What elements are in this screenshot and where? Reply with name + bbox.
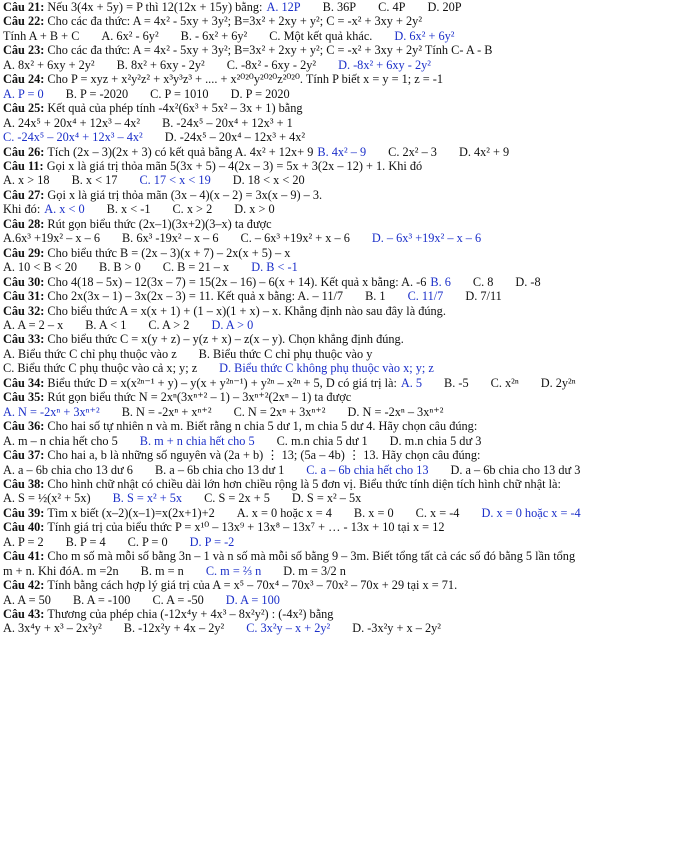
- question-text: Cho hai a, b là những số nguyên và (2a + b) ⋮ 13; (5a – 4b) ⋮ 13. Hãy chọn câu đúng:: [47, 448, 481, 463]
- answer-option: C. P = 0: [127, 534, 168, 549]
- answer-option: B. -12x²y + 4x – 2y²: [123, 621, 225, 636]
- question-number: Câu 28:: [3, 216, 48, 231]
- question-line: [0, 491, 677, 505]
- answer-option: B. A < 1: [85, 317, 127, 332]
- question-text: Tính A + B + C: [3, 28, 80, 43]
- correct-answer: D. Biểu thức C không phụ thuộc vào x; y; z: [219, 361, 434, 376]
- answer-option: C. – 6x³ +19x² + x – 6: [240, 231, 350, 246]
- answer-option: C. x²ⁿ: [490, 375, 519, 390]
- correct-answer: D. B < -1: [251, 260, 298, 275]
- question-line: [0, 101, 677, 115]
- question-line: [0, 520, 677, 534]
- correct-answer: C. 3x²y – x + 2y²: [246, 621, 331, 636]
- correct-answer: B. S = x² + 5x: [112, 491, 183, 506]
- question-text: Thương của phép chia (-12x⁴y + 4x³ – 8x²y²) : (-4x²) bằng: [47, 607, 334, 622]
- question-line: [0, 289, 677, 303]
- correct-answer: B. 4x² – 9: [317, 144, 367, 159]
- question-line: [0, 361, 677, 375]
- answer-option: C. Biểu thức C phụ thuộc vào cả x; y; z: [3, 361, 198, 376]
- question-line: [0, 332, 677, 346]
- correct-answer: B. 6: [430, 274, 451, 289]
- answer-option: D. m = 3/2 n: [283, 563, 346, 578]
- question-line: [0, 347, 677, 361]
- question-line: [0, 260, 677, 274]
- question-line: [0, 0, 677, 14]
- question-text: Kết quả của phép tính -4x²(6x³ + 5x² – 3x + 1) bằng: [47, 101, 303, 116]
- answer-option: D. 7/11: [465, 289, 502, 304]
- question-text: Cho hình chữ nhật có chiều dài lớn hơn chiều rộng là 5 đơn vị. Biểu thức tính diện tích hình chữ nhật là:: [47, 476, 561, 491]
- question-text: Tìm x biết (x–2)(x–1)=x(2x+1)+2: [47, 505, 215, 520]
- question-line: [0, 246, 677, 260]
- question-line: [0, 304, 677, 318]
- question-number: Câu 39:: [3, 505, 48, 520]
- correct-answer: A. x < 0: [44, 202, 85, 217]
- question-number: Câu 43:: [3, 607, 48, 622]
- correct-answer: A. P = 0: [3, 86, 44, 101]
- question-line: [0, 448, 677, 462]
- correct-answer: A. 12P: [266, 0, 301, 14]
- answer-option: B. 8x² + 6xy - 2y²: [116, 57, 205, 72]
- question-text: Gọi x là giá trị thỏa mãn (3x – 4)(x – 2) = 3x(x – 9) – 3.: [47, 187, 323, 202]
- question-text: Cho biểu thức A = x(x + 1) + (1 – x)(1 + x) – x. Khẳng định nào sau đây là đúng.: [47, 303, 446, 318]
- answer-option: C. A > 2: [148, 317, 190, 332]
- correct-answer: D. – 6x³ +19x² – x – 6: [371, 231, 482, 246]
- question-number: Câu 24:: [3, 72, 48, 87]
- answer-option: D. P = 2020: [230, 86, 290, 101]
- question-text: Tích (2x – 3)(2x + 3) có kết quả bằng A. 4x² + 12x+ 9: [47, 144, 314, 159]
- correct-answer: D. P = -2: [189, 534, 235, 549]
- answer-option: C. B = 21 – x: [162, 260, 230, 275]
- answer-option: B. B > 0: [99, 260, 141, 275]
- question-number: Câu 23:: [3, 43, 48, 58]
- question-text: Tính bằng cách hợp lý giá trị của A = x⁵ – 70x⁴ – 70x³ – 70x² – 70x + 29 tại x = 71.: [47, 578, 458, 593]
- question-line: [0, 159, 677, 173]
- question-line: [0, 376, 677, 390]
- answer-option: A. x = 0 hoặc x = 4: [236, 505, 332, 520]
- answer-option: C. 4P: [378, 0, 406, 14]
- answer-option: A. Biểu thức C chỉ phụ thuộc vào z: [3, 346, 177, 361]
- question-line: [0, 463, 677, 477]
- answer-option: C. -8x² - 6xy - 2y²: [226, 57, 317, 72]
- question-line: [0, 607, 677, 621]
- question-number: Câu 35:: [3, 390, 48, 405]
- question-text: Cho hai số tự nhiên n và m. Biết rằng n chia 5 dư 1, m chia 5 dư 4. Hãy chọn câu đúng:: [47, 419, 478, 434]
- question-text: Nếu 3(4x + 5y) = P thì 12(12x + 15y) bằng:: [47, 0, 263, 14]
- answer-option: B. Biểu thức C chỉ phụ thuộc vào y: [198, 346, 373, 361]
- answer-option: B. m = n: [140, 563, 184, 578]
- question-line: [0, 275, 677, 289]
- question-number: Câu 40:: [3, 520, 48, 535]
- correct-answer: C. 11/7: [407, 289, 444, 304]
- answer-option: D. -8: [515, 274, 541, 289]
- question-line: [0, 578, 677, 592]
- question-number: Câu 25:: [3, 101, 48, 116]
- question-line: [0, 564, 677, 578]
- question-line: [0, 621, 677, 635]
- question-line: [0, 405, 677, 419]
- question-text: Cho m số mà mỗi số bằng 3n – 1 và n số mà mỗi số bằng 9 – 3m. Biết tổng tất cả các số đó bằng 5 lần tổng: [47, 549, 576, 564]
- answer-option: B. 36P: [322, 0, 357, 14]
- question-number: Câu 22:: [3, 14, 48, 29]
- answer-option: B. - 6x² + 6y²: [180, 28, 248, 43]
- answer-option: C. x = -4: [415, 505, 460, 520]
- answer-option: A. x > 18: [3, 173, 50, 188]
- correct-answer: A. 5: [400, 375, 423, 390]
- answer-option: B. N = -2xⁿ + xⁿ⁺²: [121, 404, 212, 419]
- answer-option: B. a – 6b chia cho 13 dư 1: [154, 462, 285, 477]
- answer-option: C. x > 2: [172, 202, 213, 217]
- question-number: Câu 36:: [3, 419, 48, 434]
- question-text: Rút gọn biểu thức N = 2xⁿ(3xⁿ⁺² – 1) – 3xⁿ⁺²(2xⁿ – 1) ta được: [47, 390, 352, 405]
- question-line: [0, 116, 677, 130]
- question-line: [0, 419, 677, 433]
- question-number: Câu 30:: [3, 274, 48, 289]
- correct-answer: C. 17 < x < 19: [139, 173, 211, 188]
- question-line: [0, 390, 677, 404]
- answer-option: A. 8x² + 6xy + 2y²: [3, 57, 95, 72]
- question-line: [0, 87, 677, 101]
- correct-answer: A. N = -2xⁿ + 3xⁿ⁺²: [3, 404, 100, 419]
- question-number: Câu 21:: [3, 0, 48, 14]
- question-line: [0, 535, 677, 549]
- answer-option: D. 20P: [427, 0, 462, 14]
- correct-answer: D. x = 0 hoặc x = -4: [481, 505, 581, 520]
- question-number: Câu 41:: [3, 549, 48, 564]
- question-number: Câu 27:: [3, 187, 48, 202]
- question-text: Rút gọn biểu thức (2x–1)(3x+2)(3–x) ta được: [47, 216, 272, 231]
- question-text: Cho biểu thức B = (2x – 3)(x + 7) – 2x(x + 5) – x: [47, 245, 291, 260]
- correct-answer: D. 6x² + 6y²: [394, 28, 455, 43]
- answer-option: C. A = -50: [152, 592, 204, 607]
- question-number: Câu 29:: [3, 245, 48, 260]
- answer-option: D. -3x²y + x – 2y²: [352, 621, 441, 636]
- question-line: [0, 58, 677, 72]
- question-number: Câu 26:: [3, 144, 48, 159]
- answer-option: A. a – 6b chia cho 13 dư 6: [3, 462, 133, 477]
- question-line: [0, 173, 677, 187]
- answer-option: B. 1: [365, 289, 386, 304]
- question-text: Cho 2x(3x – 1) – 3x(2x – 3) = 11. Kết quả x bằng: A. – 11/7: [47, 289, 344, 304]
- answer-option: A. 10 < B < 20: [3, 260, 77, 275]
- answer-option: C. P = 1010: [150, 86, 209, 101]
- answer-option: A. 6x² - 6y²: [101, 28, 159, 43]
- question-line: [0, 29, 677, 43]
- answer-option: C. 2x² – 3: [388, 144, 437, 159]
- question-text: Tính giá trị của biểu thức P = x¹⁰ – 13x⁹ + 13x⁸ – 13x⁷ + … - 13x + 10 tại x = 12: [47, 520, 445, 535]
- correct-answer: D. A = 100: [225, 592, 280, 607]
- question-line: [0, 202, 677, 216]
- question-text: Gọi x là giá trị thỏa mãn 5(3x + 5) – 4(2x – 3) = 5x + 3(2x – 12) + 1. Khi đó: [46, 158, 423, 173]
- question-number: Câu 42:: [3, 578, 48, 593]
- question-line: [0, 434, 677, 448]
- question-number: Câu 33:: [3, 332, 48, 347]
- question-text: m + n. Khi đóA. m =2n: [3, 563, 119, 578]
- answer-option: A. A = 50: [3, 592, 51, 607]
- question-text: Cho biểu thức C = x(y + z) – y(z + x) – z(x – y). Chọn khẳng định đúng.: [47, 332, 404, 347]
- correct-answer: C. m = ⅔ n: [205, 563, 262, 578]
- answer-option: C. m.n chia 5 dư 1: [276, 433, 368, 448]
- answer-option: B. 6x³ -19x² – x – 6: [121, 231, 219, 246]
- answer-option: D. m.n chia 5 dư 3: [389, 433, 482, 448]
- question-number: Câu 31:: [3, 289, 48, 304]
- answer-option: A. A = 2 – x: [3, 317, 64, 332]
- answer-option: B. -24x⁵ – 20x⁴ + 12x³ + 1: [162, 115, 293, 130]
- question-line: [0, 593, 677, 607]
- question-number: Câu 38:: [3, 476, 48, 491]
- question-line: [0, 14, 677, 28]
- question-line: [0, 506, 677, 520]
- question-text: Cho các đa thức: A = 4x² - 5xy + 3y²; B=3x² + 2xy + y²; C = -x² + 3xy + 2y² Tính C- A - B: [47, 43, 493, 58]
- answer-option: D. x > 0: [234, 202, 275, 217]
- question-number: Câu 37:: [3, 448, 48, 463]
- question-text: Cho P = xyz + x²y²z² + x³y³z³ + .... + x²⁰²⁰y²⁰²⁰z²⁰²⁰. Tính P biết x = y = 1; z = -1: [47, 72, 444, 87]
- answer-option: D. 18 < x < 20: [232, 173, 305, 188]
- answer-option: C. N = 2xⁿ + 3xⁿ⁺²: [233, 404, 326, 419]
- question-line: [0, 72, 677, 86]
- answer-option: B. A = -100: [72, 592, 131, 607]
- question-text: Cho 4(18 – 5x) – 12(3x – 7) = 15(2x – 16) – 6(x + 14). Kết quả x bằng: A. -6: [47, 274, 427, 289]
- question-line: [0, 318, 677, 332]
- answer-option: A. P = 2: [3, 534, 44, 549]
- answer-option: B. x < -1: [106, 202, 151, 217]
- question-text: Khi đó:: [3, 202, 41, 217]
- answer-option: B. P = -2020: [65, 86, 129, 101]
- correct-answer: D. A > 0: [211, 317, 254, 332]
- answer-option: B. x < 17: [71, 173, 118, 188]
- question-text: Cho các đa thức: A = 4x² - 5xy + 3y²; B=3x² + 2xy + y²; C = -x² + 3xy + 2y²: [47, 14, 423, 29]
- correct-answer: B. m + n chia hết cho 5: [139, 433, 255, 448]
- answer-option: D. N = -2xⁿ – 3xⁿ⁺²: [347, 404, 444, 419]
- correct-answer: C. -24x⁵ – 20x⁴ + 12x³ – 4x²: [3, 130, 143, 145]
- answer-option: B. -5: [444, 375, 469, 390]
- correct-answer: C. a – 6b chia hết cho 13: [306, 462, 429, 477]
- answer-option: A. 3x⁴y + x³ – 2x²y²: [3, 621, 102, 636]
- question-number: Câu 11:: [3, 158, 47, 173]
- answer-option: C. 8: [472, 274, 494, 289]
- question-text: Biểu thức D = x(x²ⁿ⁻¹ + y) – y(x + y²ⁿ⁻¹) + y²ⁿ – x²ⁿ + 5, D có giá trị là:: [47, 375, 397, 390]
- question-line: [0, 188, 677, 202]
- answer-option: B. x = 0: [353, 505, 394, 520]
- answer-option: D. 4x² + 9: [458, 144, 510, 159]
- question-line: [0, 43, 677, 57]
- answer-option: D. S = x² – 5x: [291, 491, 362, 506]
- answer-option: D. -24x⁵ – 20x⁴ – 12x³ + 4x²: [164, 130, 306, 145]
- answer-option: A.6x³ +19x² – x – 6: [3, 231, 100, 246]
- answer-option: D. a – 6b chia cho 13 dư 3: [450, 462, 581, 477]
- question-number: Câu 34:: [3, 375, 48, 390]
- question-line: [0, 477, 677, 491]
- answer-option: D. 2y²ⁿ: [540, 375, 576, 390]
- answer-option: B. P = 4: [65, 534, 106, 549]
- answer-option: C. S = 2x + 5: [204, 491, 270, 506]
- answer-option: A. 24x⁵ + 20x⁴ + 12x³ – 4x²: [3, 115, 141, 130]
- answer-option: A. m – n chia hết cho 5: [3, 433, 118, 448]
- question-number: Câu 32:: [3, 303, 48, 318]
- answer-option: C. Một kết quả khác.: [269, 28, 373, 43]
- correct-answer: D. -8x² + 6xy - 2y²: [338, 57, 431, 72]
- question-line: [0, 145, 677, 159]
- answer-option: A. S = ½(x² + 5x): [3, 491, 91, 506]
- question-line: [0, 217, 677, 231]
- question-line: [0, 130, 677, 144]
- question-line: [0, 231, 677, 245]
- question-line: [0, 549, 677, 563]
